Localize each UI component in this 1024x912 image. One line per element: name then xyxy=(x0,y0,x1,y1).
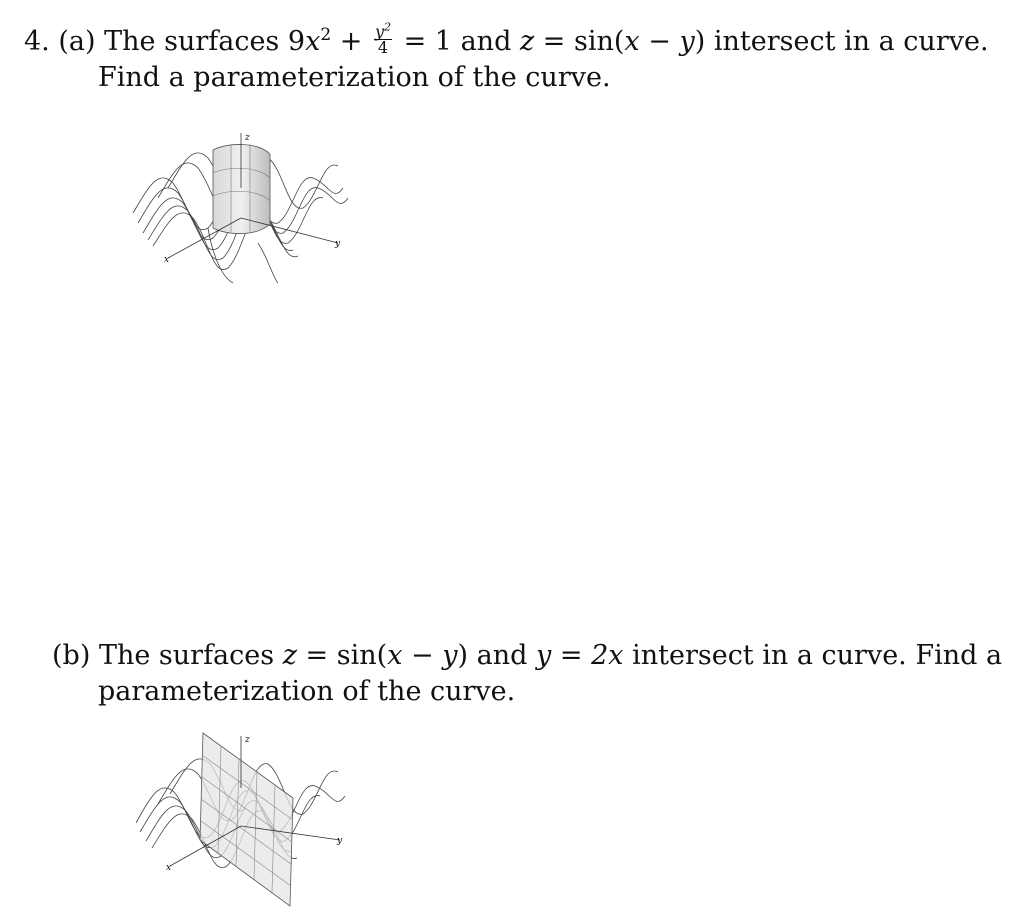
figure-a-axis-y: y xyxy=(335,239,341,249)
figure-b-axis-z: z xyxy=(245,735,250,745)
figure-b-axis-x: x xyxy=(166,863,172,873)
cylinder-a xyxy=(213,144,270,234)
part-a-y: y xyxy=(679,26,695,57)
part-a-plus: + xyxy=(339,26,363,57)
part-a-sin: sin( xyxy=(574,26,625,57)
part-a-z: z xyxy=(519,26,535,57)
part-a-equals: = xyxy=(542,26,566,57)
part-b-line-1 xyxy=(52,640,1002,672)
part-b-y2: y xyxy=(536,640,552,671)
part-b-sin: sin( xyxy=(336,640,388,671)
figure-a-axis-z: z xyxy=(245,133,250,143)
part-b-line-2: parameterization of the curve. xyxy=(98,676,516,707)
part-a-coef: 9 xyxy=(287,26,306,57)
figure-b-axis-y: y xyxy=(337,836,343,846)
part-a-minus: − xyxy=(648,26,671,57)
part-b-z: z xyxy=(282,640,297,671)
part-b-and: and xyxy=(476,640,528,671)
part-b-text-2: intersect in a curve. Find a xyxy=(632,640,1003,671)
frac-den: 4 xyxy=(377,38,389,57)
frac-num-var: y xyxy=(374,22,384,41)
part-a-line-2: Find a parameterization of the curve. xyxy=(98,62,611,93)
part-a-var-x: x xyxy=(305,26,321,57)
figure-a-axis-x: x xyxy=(164,255,170,265)
figure-b xyxy=(128,728,353,908)
part-a-label: (a) xyxy=(58,26,96,57)
part-b-minus: − xyxy=(411,640,434,671)
frac-num-exp: 2 xyxy=(384,20,391,34)
part-a-fraction xyxy=(374,20,392,57)
part-b-two-x: 2x xyxy=(591,640,624,671)
part-a-equals-one: = 1 xyxy=(403,26,452,57)
part-a-and: and xyxy=(460,26,512,57)
part-b-label: (b) xyxy=(52,640,91,671)
figure-a-svg xyxy=(128,128,353,293)
figure-b-svg xyxy=(128,728,353,908)
part-a-close: ) xyxy=(694,26,706,57)
part-a-text-2: intersect in a curve. xyxy=(713,26,989,57)
part-b-y: y xyxy=(442,640,458,671)
part-b-equals: = xyxy=(305,640,329,671)
plane-b xyxy=(200,733,293,906)
problem-number: 4. xyxy=(24,26,50,57)
part-b-text-1: The surfaces xyxy=(98,640,275,671)
part-b-equals-2: = xyxy=(559,640,583,671)
part-b-close: ) xyxy=(457,640,469,671)
figure-a xyxy=(128,128,353,293)
part-a-x: x xyxy=(624,26,640,57)
part-a-text-1: The surfaces xyxy=(104,26,280,57)
part-a-exp: 2 xyxy=(320,25,332,45)
part-a-line-1 xyxy=(24,20,989,58)
part-b-x: x xyxy=(387,640,403,671)
